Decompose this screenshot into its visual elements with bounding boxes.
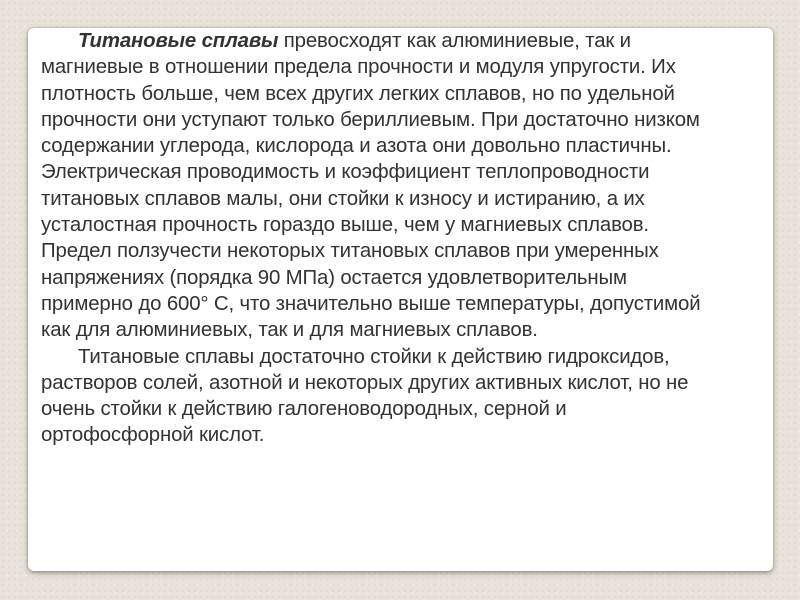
paragraph-1-line: магниевые в отношении предела прочности и модуля упругости. Их — [41, 56, 676, 79]
paragraph-1-line: содержании углерода, кислорода и азота они довольно пластичны. — [41, 135, 672, 158]
paragraph-1-line: титановых сплавов малы, они стойки к износу и истиранию, а их — [41, 187, 645, 210]
paragraph-2-line-1 — [41, 344, 773, 370]
paragraph-1-line: Предел ползучести некоторых титановых сплавов при умеренных — [41, 240, 659, 263]
paragraph-1-line: прочности они уступают только бериллиевым. При достаточно низком — [41, 108, 700, 131]
paragraph-1-line-1 — [41, 28, 773, 54]
paragraph-1-line: как для алюминиевых, так и для магниевых сплавов. — [41, 319, 538, 342]
paragraph-2 — [41, 344, 773, 449]
paragraph-1-line: напряжениях (порядка 90 МПа) остается удовлетворительным — [41, 266, 627, 289]
slide-card — [28, 28, 773, 571]
paragraph-1-line: плотность больше, чем всех других легких сплавов, но по удельной — [41, 82, 675, 105]
line-1-rest: превосходят как алюминиевые, так и — [278, 30, 631, 52]
paragraph-2-line: ортофосфорной кислот. — [41, 424, 265, 447]
paragraph-1-line: Электрическая проводимость и коэффициент теплопроводности — [41, 161, 650, 184]
paragraph-1-line: примерно до 600° С, что значительно выше температуры, допустимой — [41, 292, 701, 315]
paragraph-2-first-line-text: Титановые сплавы достаточно стойки к действию гидроксидов, — [78, 345, 670, 368]
paragraph-2-line: очень стойки к действию галогеноводородных, серной и — [41, 398, 567, 421]
paragraph-1-line: усталостная прочность гораздо выше, чем у магниевых сплавов. — [41, 214, 649, 237]
lead-emphasis: Титановые сплавы — [78, 30, 279, 52]
paragraph-2-line: растворов солей, азотной и некоторых других активных кислот, но не — [41, 371, 689, 394]
text-body — [41, 28, 773, 449]
paragraph-1 — [41, 28, 773, 344]
